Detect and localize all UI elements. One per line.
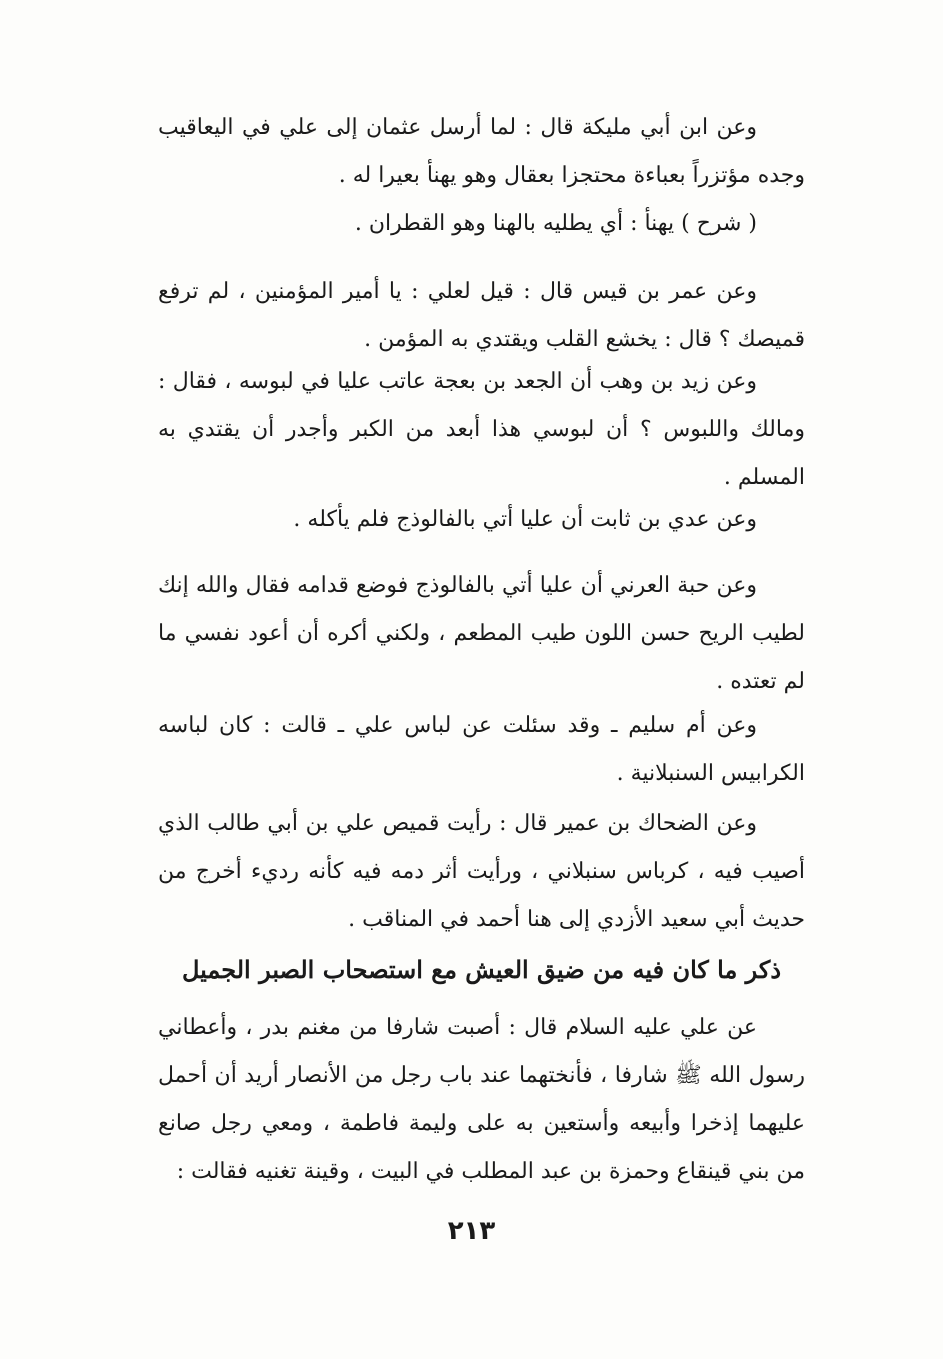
paragraph-zayd-ibn-wahb <box>158 358 805 502</box>
paragraph-text: وعن عدي بن ثابت أن عليا أتي بالفالوذج فلم يأكله . <box>293 507 757 532</box>
paragraph-text: وعن الضحاك بن عمير قال : رأيت قميص علي بن أبي طالب الذي أصيب فيه ، كرباس سنبلاني ، ورأيت أثر دمه فيه كأنه رديء أخرج من حديث أبي سعيد الأزدي إلى هنا أحمد في المناقب . <box>158 811 805 932</box>
paragraph-sharh <box>158 200 805 248</box>
paragraph-umm-sulaym <box>158 702 805 798</box>
paragraph-text: ( شرح ) يهنأ : أي يطليه بالهنا وهو القطران . <box>354 211 757 236</box>
paragraph-ibn-abi-mulayka <box>158 104 805 200</box>
paragraph-dahhak-ibn-umayr <box>158 800 805 944</box>
paragraph-ali-sharif <box>158 1004 805 1196</box>
paragraph-adi-ibn-thabit <box>158 496 805 544</box>
paragraph-text: عن علي عليه السلام قال : أصبت شارفا من مغنم بدر ، وأعطاني رسول الله ﷺ شارفا ، فأنختهما عند باب رجل من الأنصار أريد أن أحمل عليهما إذخرا وأبيعه وأستعين به على وليمة فاطمة ، ومعي رجل صانع من بني قينقاع وحمزة بن عبد المطلب في البيت ، وقينة تغنيه فقالت : <box>158 1015 805 1184</box>
paragraph-text: وعن ابن أبي مليكة قال : لما أرسل عثمان إلى علي في اليعاقيب وجده مؤتزراً بعباءة محتجزا بعقال وهو يهنأ بعيرا له . <box>158 115 805 188</box>
paragraph-text: وعن حبة العرني أن عليا أتي بالفالوذج فوضع قدامه فقال والله إنك لطيب الريح حسن اللون طيب المطعم ، ولكني أكره أن أعود نفسي ما لم تعتده . <box>158 573 805 694</box>
page-body <box>158 104 805 1284</box>
paragraph-text: وعن زيد بن وهب أن الجعد بن بعجة عاتب عليا في لبوسه ، فقال : ومالك واللبوس ؟ أن لبوسي هذا أبعد من الكبر وأجدر أن يقتدي به المسلم . <box>158 369 805 490</box>
paragraph-habba-al-urani <box>158 562 805 706</box>
page-number: ٢١٣ <box>447 1216 496 1246</box>
section-heading: ذكر ما كان فيه من ضيق العيش مع استصحاب الصبر الجميل <box>181 955 782 984</box>
paragraph-umar-ibn-qays <box>158 268 805 364</box>
paragraph-text: وعن أم سليم ـ وقد سئلت عن لباس علي ـ قالت : كان لباسه الكرابيس السنبلانية . <box>158 713 805 786</box>
paragraph-text: وعن عمر بن قيس قال : قيل لعلي : يا أمير المؤمنين ، لم ترفع قميصك ؟ قال : يخشع القلب ويقتدي به المؤمن . <box>158 279 805 352</box>
